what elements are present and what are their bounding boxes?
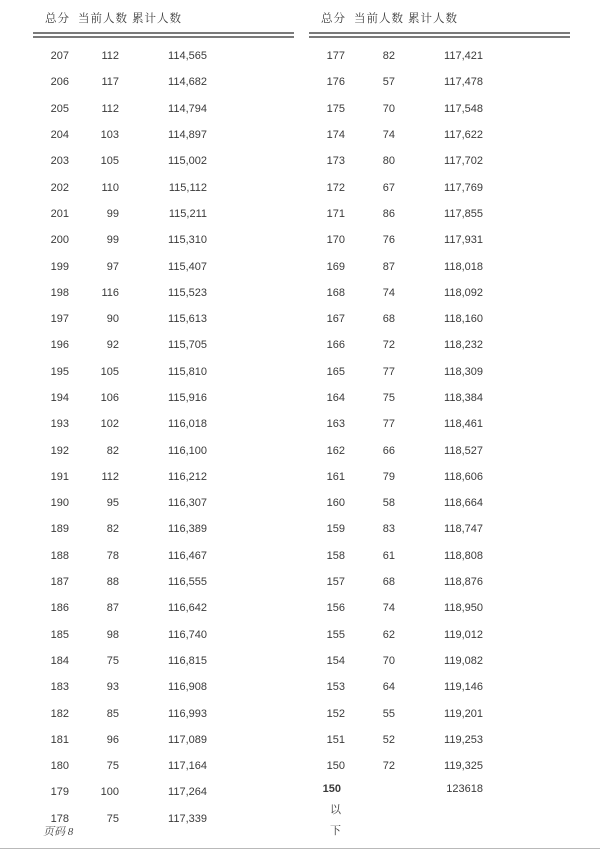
cumulative-count-cell: 118,018 xyxy=(444,260,483,273)
cumulative-count-cell: 118,747 xyxy=(444,523,483,536)
table-row xyxy=(309,543,570,569)
cumulative-count-cell: 117,164 xyxy=(168,760,207,773)
table-row xyxy=(309,280,570,306)
score-cell: 195 xyxy=(50,365,69,378)
table-row xyxy=(309,437,570,463)
score-cell: 197 xyxy=(50,313,69,326)
score-cell: 183 xyxy=(50,681,69,694)
current-count-cell: 116 xyxy=(101,286,119,299)
below-150-score-line: 150 xyxy=(322,783,341,796)
score-cell: 162 xyxy=(326,444,345,457)
table-row xyxy=(33,622,294,648)
current-count-cell: 52 xyxy=(382,733,395,746)
column-header-cumulative-count: 累计人数 xyxy=(132,13,182,25)
table-row xyxy=(33,700,294,726)
score-cell: 176 xyxy=(326,76,345,89)
cumulative-count-cell: 118,232 xyxy=(444,339,483,352)
current-count-cell: 85 xyxy=(106,707,119,720)
table-row xyxy=(309,359,570,385)
cumulative-count-cell: 115,407 xyxy=(168,260,207,273)
table-row xyxy=(33,174,294,200)
table-row xyxy=(309,332,570,358)
current-count-cell: 58 xyxy=(382,497,395,510)
current-count-cell: 68 xyxy=(382,313,395,326)
table-row xyxy=(309,148,570,174)
table-row xyxy=(309,122,570,148)
current-count-cell: 87 xyxy=(106,602,119,615)
current-count-cell: 83 xyxy=(382,523,395,536)
table-row xyxy=(309,727,570,753)
column-header-score: 总分 xyxy=(45,13,70,25)
cumulative-count-cell: 117,478 xyxy=(444,76,483,89)
table-row xyxy=(309,227,570,253)
table-row xyxy=(309,753,570,779)
current-count-cell: 87 xyxy=(382,260,395,273)
page-footer: 页码 8 xyxy=(43,826,74,838)
cumulative-count-cell: 114,565 xyxy=(168,50,207,63)
score-cell: 153 xyxy=(326,681,345,694)
cumulative-count-cell: 119,082 xyxy=(444,654,483,667)
score-cell: 169 xyxy=(326,260,345,273)
score-cell: 177 xyxy=(326,50,345,63)
table-row xyxy=(309,411,570,437)
score-cell: 189 xyxy=(50,523,69,536)
score-cell: 174 xyxy=(326,129,345,142)
table-header-right xyxy=(309,8,570,28)
cumulative-count-cell: 115,916 xyxy=(168,392,207,404)
score-cell: 151 xyxy=(326,733,345,746)
current-count-cell: 103 xyxy=(100,129,119,142)
current-count-cell: 100 xyxy=(100,786,119,799)
score-cell: 171 xyxy=(326,207,345,220)
score-cell: 202 xyxy=(50,181,69,194)
cumulative-count-cell: 116,467 xyxy=(168,549,207,562)
table-row xyxy=(309,648,570,674)
score-cell: 200 xyxy=(50,234,69,247)
cumulative-count-cell: 117,702 xyxy=(444,155,483,168)
score-cell: 190 xyxy=(50,497,69,510)
table-row xyxy=(309,385,570,411)
below-150-score-cell xyxy=(309,779,345,842)
score-cell: 163 xyxy=(326,418,345,431)
score-cell: 152 xyxy=(326,707,345,720)
score-cell: 201 xyxy=(50,207,69,220)
table-row xyxy=(309,306,570,332)
current-count-cell: 75 xyxy=(382,392,395,404)
score-cell: 186 xyxy=(50,602,69,615)
cumulative-count-cell: 117,339 xyxy=(168,812,207,825)
score-cell: 161 xyxy=(326,470,345,483)
cumulative-count-cell: 116,212 xyxy=(168,470,207,483)
score-table-left xyxy=(33,8,294,832)
cumulative-count-cell: 116,389 xyxy=(168,523,207,536)
table-row xyxy=(33,227,294,253)
score-cell: 198 xyxy=(50,286,69,299)
cumulative-count-cell: 115,002 xyxy=(168,155,207,168)
table-row xyxy=(309,700,570,726)
table-header-left xyxy=(33,8,294,28)
score-cell: 166 xyxy=(326,339,345,352)
current-count-cell: 74 xyxy=(382,602,395,615)
current-count-cell: 61 xyxy=(382,549,395,562)
cumulative-count-cell: 114,682 xyxy=(168,76,207,89)
current-count-cell: 75 xyxy=(106,654,119,667)
table-row xyxy=(309,201,570,227)
cumulative-count-cell: 116,740 xyxy=(168,628,207,641)
cumulative-count-cell: 115,613 xyxy=(168,313,207,326)
current-count-cell: 98 xyxy=(106,628,119,641)
cumulative-count-cell: 114,897 xyxy=(168,129,207,142)
current-count-cell: 93 xyxy=(106,681,119,694)
cumulative-count-cell: 115,523 xyxy=(168,286,207,299)
table-row xyxy=(33,437,294,463)
current-count-cell: 72 xyxy=(382,339,395,352)
table-row xyxy=(33,359,294,385)
table-row xyxy=(33,674,294,700)
score-cell: 165 xyxy=(326,365,345,378)
current-count-cell: 90 xyxy=(106,313,119,326)
below-150-score-line: 以 xyxy=(330,804,341,817)
score-cell: 203 xyxy=(50,155,69,168)
cumulative-count-cell: 116,307 xyxy=(168,497,207,510)
cumulative-count-cell: 118,664 xyxy=(444,497,483,510)
table-rows-right xyxy=(309,38,570,779)
score-cell: 159 xyxy=(326,523,345,536)
table-row xyxy=(33,727,294,753)
score-cell: 196 xyxy=(50,339,69,352)
current-count-cell: 57 xyxy=(382,76,395,89)
cumulative-count-cell: 118,092 xyxy=(444,286,483,299)
current-count-cell: 55 xyxy=(382,707,395,720)
cumulative-count-cell: 116,100 xyxy=(168,444,207,457)
cumulative-count-cell: 117,622 xyxy=(444,129,483,142)
table-row xyxy=(33,96,294,122)
cumulative-count-cell: 115,112 xyxy=(168,181,207,194)
current-count-cell: 62 xyxy=(382,628,395,641)
current-count-cell: 77 xyxy=(382,418,395,431)
score-cell: 168 xyxy=(326,286,345,299)
cumulative-count-cell: 114,794 xyxy=(168,102,207,115)
table-row xyxy=(309,253,570,279)
current-count-cell: 86 xyxy=(382,207,395,220)
current-count-cell: 82 xyxy=(382,50,395,63)
current-count-cell: 82 xyxy=(106,523,119,536)
current-count-cell: 76 xyxy=(382,234,395,247)
current-count-cell: 74 xyxy=(382,129,395,142)
current-count-cell: 102 xyxy=(100,418,119,431)
score-cell: 199 xyxy=(50,260,69,273)
score-cell: 154 xyxy=(326,654,345,667)
table-row xyxy=(33,69,294,95)
score-cell: 188 xyxy=(50,549,69,562)
current-count-cell: 75 xyxy=(106,812,119,825)
cumulative-count-cell: 119,253 xyxy=(444,733,483,746)
cumulative-count-cell: 116,908 xyxy=(168,681,207,694)
table-row xyxy=(309,622,570,648)
cumulative-count-cell: 118,876 xyxy=(444,576,483,589)
cumulative-count-cell: 118,950 xyxy=(444,602,483,615)
current-count-cell: 77 xyxy=(382,365,395,378)
score-cell: 164 xyxy=(326,392,345,404)
current-count-cell: 95 xyxy=(106,497,119,510)
cumulative-count-cell: 119,146 xyxy=(444,681,483,694)
score-cell: 187 xyxy=(50,576,69,589)
cumulative-count-cell: 118,309 xyxy=(444,365,483,378)
cumulative-count-cell: 116,815 xyxy=(168,654,207,667)
table-row xyxy=(33,201,294,227)
cumulative-count-cell: 117,548 xyxy=(444,102,483,115)
table-row xyxy=(309,516,570,542)
cumulative-count-cell: 119,325 xyxy=(444,760,483,773)
table-row xyxy=(33,543,294,569)
current-count-cell: 106 xyxy=(100,392,119,404)
current-count-cell: 78 xyxy=(106,549,119,562)
score-cell: 167 xyxy=(326,313,345,326)
cumulative-count-cell: 118,808 xyxy=(444,549,483,562)
score-cell: 173 xyxy=(326,155,345,168)
score-cell: 207 xyxy=(50,50,69,63)
table-row xyxy=(33,516,294,542)
score-cell: 194 xyxy=(50,392,69,404)
table-row xyxy=(309,174,570,200)
score-cell: 193 xyxy=(50,418,69,431)
score-cell: 192 xyxy=(50,444,69,457)
score-cell: 156 xyxy=(326,602,345,615)
cumulative-count-cell: 115,310 xyxy=(168,234,207,247)
current-count-cell: 105 xyxy=(100,155,119,168)
table-row xyxy=(33,490,294,516)
current-count-cell: 79 xyxy=(382,470,395,483)
below-150-row xyxy=(309,779,570,842)
score-cell: 155 xyxy=(326,628,345,641)
cumulative-count-cell: 118,527 xyxy=(444,444,483,457)
cumulative-count-cell: 116,993 xyxy=(168,707,207,720)
column-header-cumulative-count: 累计人数 xyxy=(408,13,458,25)
score-cell: 191 xyxy=(50,470,69,483)
table-row xyxy=(309,595,570,621)
table-row xyxy=(309,464,570,490)
current-count-cell: 70 xyxy=(382,102,395,115)
current-count-cell: 82 xyxy=(106,444,119,457)
table-row xyxy=(309,96,570,122)
current-count-cell: 97 xyxy=(106,260,119,273)
score-table-right xyxy=(309,8,570,842)
cumulative-count-cell: 117,421 xyxy=(444,50,483,63)
cumulative-count-cell: 118,384 xyxy=(444,392,483,404)
current-count-cell: 80 xyxy=(382,155,395,168)
score-cell: 160 xyxy=(326,497,345,510)
current-count-cell: 67 xyxy=(382,181,395,194)
table-row xyxy=(33,411,294,437)
table-row xyxy=(33,280,294,306)
current-count-cell: 75 xyxy=(106,760,119,773)
current-count-cell: 117 xyxy=(101,76,119,89)
cumulative-count-cell: 115,211 xyxy=(168,207,207,220)
current-count-cell: 88 xyxy=(106,576,119,589)
table-row xyxy=(33,385,294,411)
current-count-cell: 110 xyxy=(101,181,119,194)
table-row xyxy=(33,569,294,595)
score-cell: 178 xyxy=(50,812,69,825)
cumulative-count-cell: 117,089 xyxy=(168,733,207,746)
current-count-cell: 99 xyxy=(106,207,119,220)
table-row xyxy=(33,595,294,621)
score-cell: 158 xyxy=(326,549,345,562)
current-count-cell: 99 xyxy=(106,234,119,247)
current-count-cell: 68 xyxy=(382,576,395,589)
cumulative-count-cell: 116,018 xyxy=(168,418,207,431)
cumulative-count-cell: 116,555 xyxy=(168,576,207,589)
score-cell: 181 xyxy=(50,733,69,746)
below-150-cumulative-cell: 123618 xyxy=(446,783,483,796)
table-row xyxy=(33,332,294,358)
table-row xyxy=(309,43,570,69)
table-row xyxy=(33,648,294,674)
current-count-cell: 112 xyxy=(101,102,119,115)
cumulative-count-cell: 117,931 xyxy=(444,234,483,247)
current-count-cell: 112 xyxy=(101,470,119,483)
score-cell: 175 xyxy=(326,102,345,115)
cumulative-count-cell: 117,769 xyxy=(444,181,483,194)
current-count-cell: 92 xyxy=(106,339,119,352)
column-header-current-count: 当前人数 xyxy=(78,13,128,25)
column-header-score: 总分 xyxy=(321,13,346,25)
table-rows-left xyxy=(33,38,294,832)
current-count-cell: 72 xyxy=(382,760,395,773)
table-row xyxy=(309,569,570,595)
cumulative-count-cell: 117,264 xyxy=(168,786,207,799)
table-row xyxy=(309,674,570,700)
table-row xyxy=(33,122,294,148)
current-count-cell: 74 xyxy=(382,286,395,299)
column-header-current-count: 当前人数 xyxy=(354,13,404,25)
cumulative-count-cell: 115,705 xyxy=(168,339,207,352)
current-count-cell: 70 xyxy=(382,654,395,667)
table-row xyxy=(33,306,294,332)
cumulative-count-cell: 118,461 xyxy=(444,418,483,431)
score-cell: 205 xyxy=(50,102,69,115)
cumulative-count-cell: 119,201 xyxy=(444,707,483,720)
cumulative-count-cell: 119,012 xyxy=(444,628,483,641)
cumulative-count-cell: 117,855 xyxy=(444,207,483,220)
table-row xyxy=(33,753,294,779)
cumulative-count-cell: 118,160 xyxy=(444,313,483,326)
table-row xyxy=(309,490,570,516)
score-cell: 170 xyxy=(326,234,345,247)
score-cell: 184 xyxy=(50,654,69,667)
score-cell: 172 xyxy=(326,181,345,194)
cumulative-count-cell: 116,642 xyxy=(168,602,207,615)
table-row xyxy=(309,69,570,95)
score-cell: 204 xyxy=(50,129,69,142)
score-cell: 182 xyxy=(50,707,69,720)
table-row xyxy=(33,253,294,279)
table-row xyxy=(33,464,294,490)
score-cell: 157 xyxy=(326,576,345,589)
current-count-cell: 66 xyxy=(382,444,395,457)
table-row xyxy=(33,43,294,69)
score-cell: 179 xyxy=(50,786,69,799)
below-150-score-line: 下 xyxy=(330,825,341,838)
current-count-cell: 96 xyxy=(106,733,119,746)
table-row xyxy=(33,779,294,805)
current-count-cell: 64 xyxy=(382,681,395,694)
current-count-cell: 112 xyxy=(101,50,119,63)
score-cell: 185 xyxy=(50,628,69,641)
score-cell: 150 xyxy=(326,760,345,773)
cumulative-count-cell: 115,810 xyxy=(168,365,207,378)
table-row xyxy=(33,148,294,174)
score-cell: 180 xyxy=(50,760,69,773)
current-count-cell: 105 xyxy=(100,365,119,378)
cumulative-count-cell: 118,606 xyxy=(444,470,483,483)
score-cell: 206 xyxy=(50,76,69,89)
